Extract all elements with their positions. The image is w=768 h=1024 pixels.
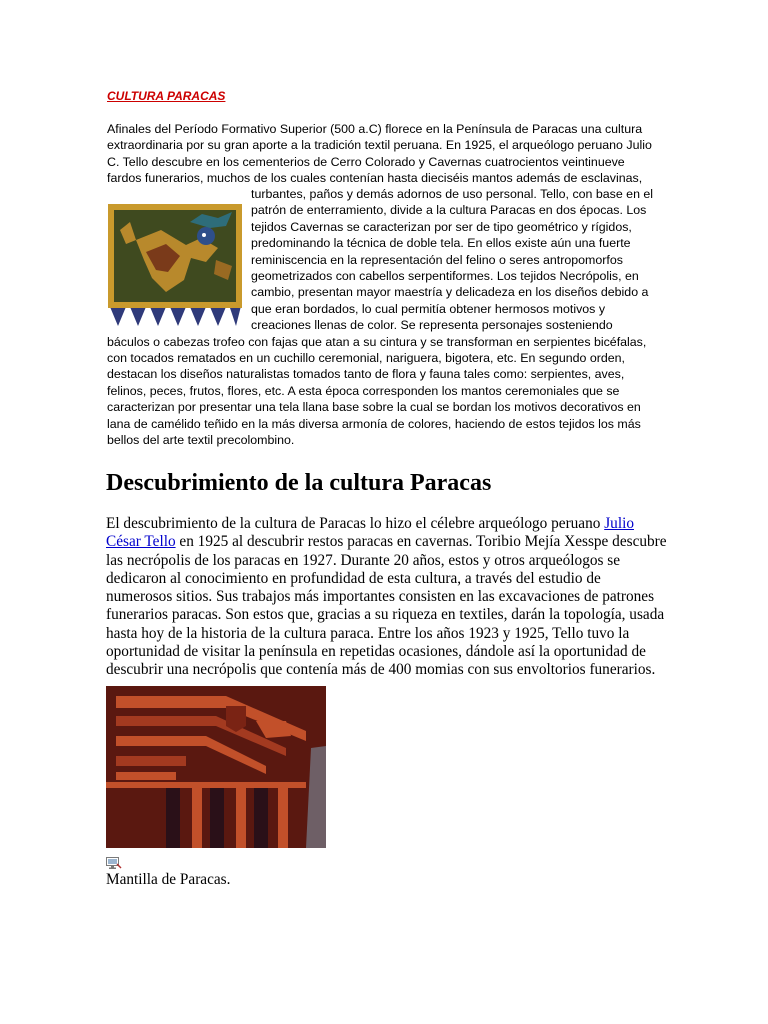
text-line: báculos o cabezas trofeo con fajas que atan a su cintura y se transforman en serpientes bicéfalas, xyxy=(107,334,647,349)
section-title-cultura-paracas: CULTURA PARACAS xyxy=(107,89,226,103)
paragraph-descubrimiento xyxy=(106,515,667,680)
text-line: creaciones llenas de color. Se representa personajes sosteniendo xyxy=(251,318,613,333)
text-line: Afinales del Período Formativo Superior (500 a.C) florece en la Península de Paracas una cultura xyxy=(107,122,643,136)
text-line: las necrópolis de los paracas en 1927. Durante 20 años, estos y otros arqueólogos se xyxy=(106,551,621,569)
text-line: funerarios paracas. Son estos que, gracias a su riqueza en textiles, darán la topología, usada xyxy=(106,606,665,624)
paracas-mantle-icon xyxy=(106,686,326,848)
text-line: C. Tello descubre en los cementerios de Cerro Colorado y Cavernas cuatrocientos veintinueve xyxy=(107,154,625,169)
text-line: patrón de enterramiento, divide a la cultura Paracas en dos épocas. Los xyxy=(251,203,647,218)
link-julio-cesar-tello-part1[interactable]: Julio xyxy=(604,515,634,532)
text-line xyxy=(106,515,667,533)
text-line: bellos del arte textil precolombino. xyxy=(107,432,295,447)
paragraph-intro-full-width xyxy=(107,121,652,187)
text-line: con tocados rematados en un cuchillo ceremonial, nariguera, bigotera, etc. En segundo orden, xyxy=(107,350,625,365)
text-line: turbantes, paños y demás adornos de uso personal. Tello, con base en el xyxy=(251,187,654,201)
broken-image-icon xyxy=(106,857,122,870)
paragraph-continuation-full-width xyxy=(107,334,646,449)
text-line: predominando la técnica de doble tela. En ellos existe aún una fuerte xyxy=(251,236,631,251)
text-line: cambio, presentan mayor maestría y delicadeza en los diseños debido a xyxy=(251,285,649,300)
text-line: lana de camélido teñido en la más diversa armonía de colores, haciendo de estos tejidos los más xyxy=(107,416,641,431)
text-line: fardos funerarios, muchos de los cuales contenían hasta dieciséis mantos además de esclavinas, xyxy=(107,171,643,186)
text-line: caracterizan por presentar una tela llana base sobre la cual se bordan los motivos decorativos en xyxy=(107,400,641,415)
text-line: hasta hoy de la historia de la cultura paraca. Entre los años 1923 y 1925, Tello tuvo la xyxy=(106,624,630,642)
text-line: destacan los diseños naturalistas tomados tanto de flora y fauna tales como: serpientes, aves, xyxy=(107,367,625,382)
text-line: reminiscencia en la representación del felino o seres antropomorfos xyxy=(251,252,623,267)
text-line: felinos, peces, frutos, flores, etc. A esta época corresponden los mantos ceremoniales que se xyxy=(107,383,620,398)
text-line: dedicaron al conocimiento en profundidad de esta cultura, a través del estudio de xyxy=(106,569,601,587)
paracas-textile-figure-icon xyxy=(106,200,244,330)
text-line: geometrizados con cabellos serpentiformes. Los tejidos Necrópolis, en xyxy=(251,268,639,283)
text-line: extraordinaria por su gran aporte a la tradición textil peruana. En 1925, el arqueólogo peruano Julio xyxy=(107,138,652,153)
text-line: descubrir una necrópolis que contenía más de 400 momias con sus envoltorios funerarios. xyxy=(106,661,656,679)
text-line: que eran bordados, lo cual permitía obtener hermosos motivos y xyxy=(251,301,606,316)
image-caption: Mantilla de Paracas. xyxy=(106,871,231,888)
text-line xyxy=(106,533,667,551)
text-segment: en 1925 al descubrir restos paracas en cavernas. Toribio Mejía Xesspe descubre xyxy=(175,533,667,551)
section-title-descubrimiento: Descubrimiento de la cultura Paracas xyxy=(106,470,492,496)
link-julio-cesar-tello-part2[interactable]: César Tello xyxy=(106,533,176,551)
text-line: numerosos sitios. Sus trabajos más importantes consisten en las excavaciones de patrones xyxy=(106,588,655,606)
text-segment: El descubrimiento de la cultura de Paracas lo hizo el célebre arqueólogo peruano xyxy=(106,515,605,532)
text-line: tejidos Cavernas se caracterizan por ser de tipo geométrico y rígidos, xyxy=(251,219,632,234)
text-line: oportunidad de visitar la península en repetidas ocasiones, dándole así la oportunidad de xyxy=(106,643,646,661)
paragraph-wrap-beside-image xyxy=(251,186,653,334)
